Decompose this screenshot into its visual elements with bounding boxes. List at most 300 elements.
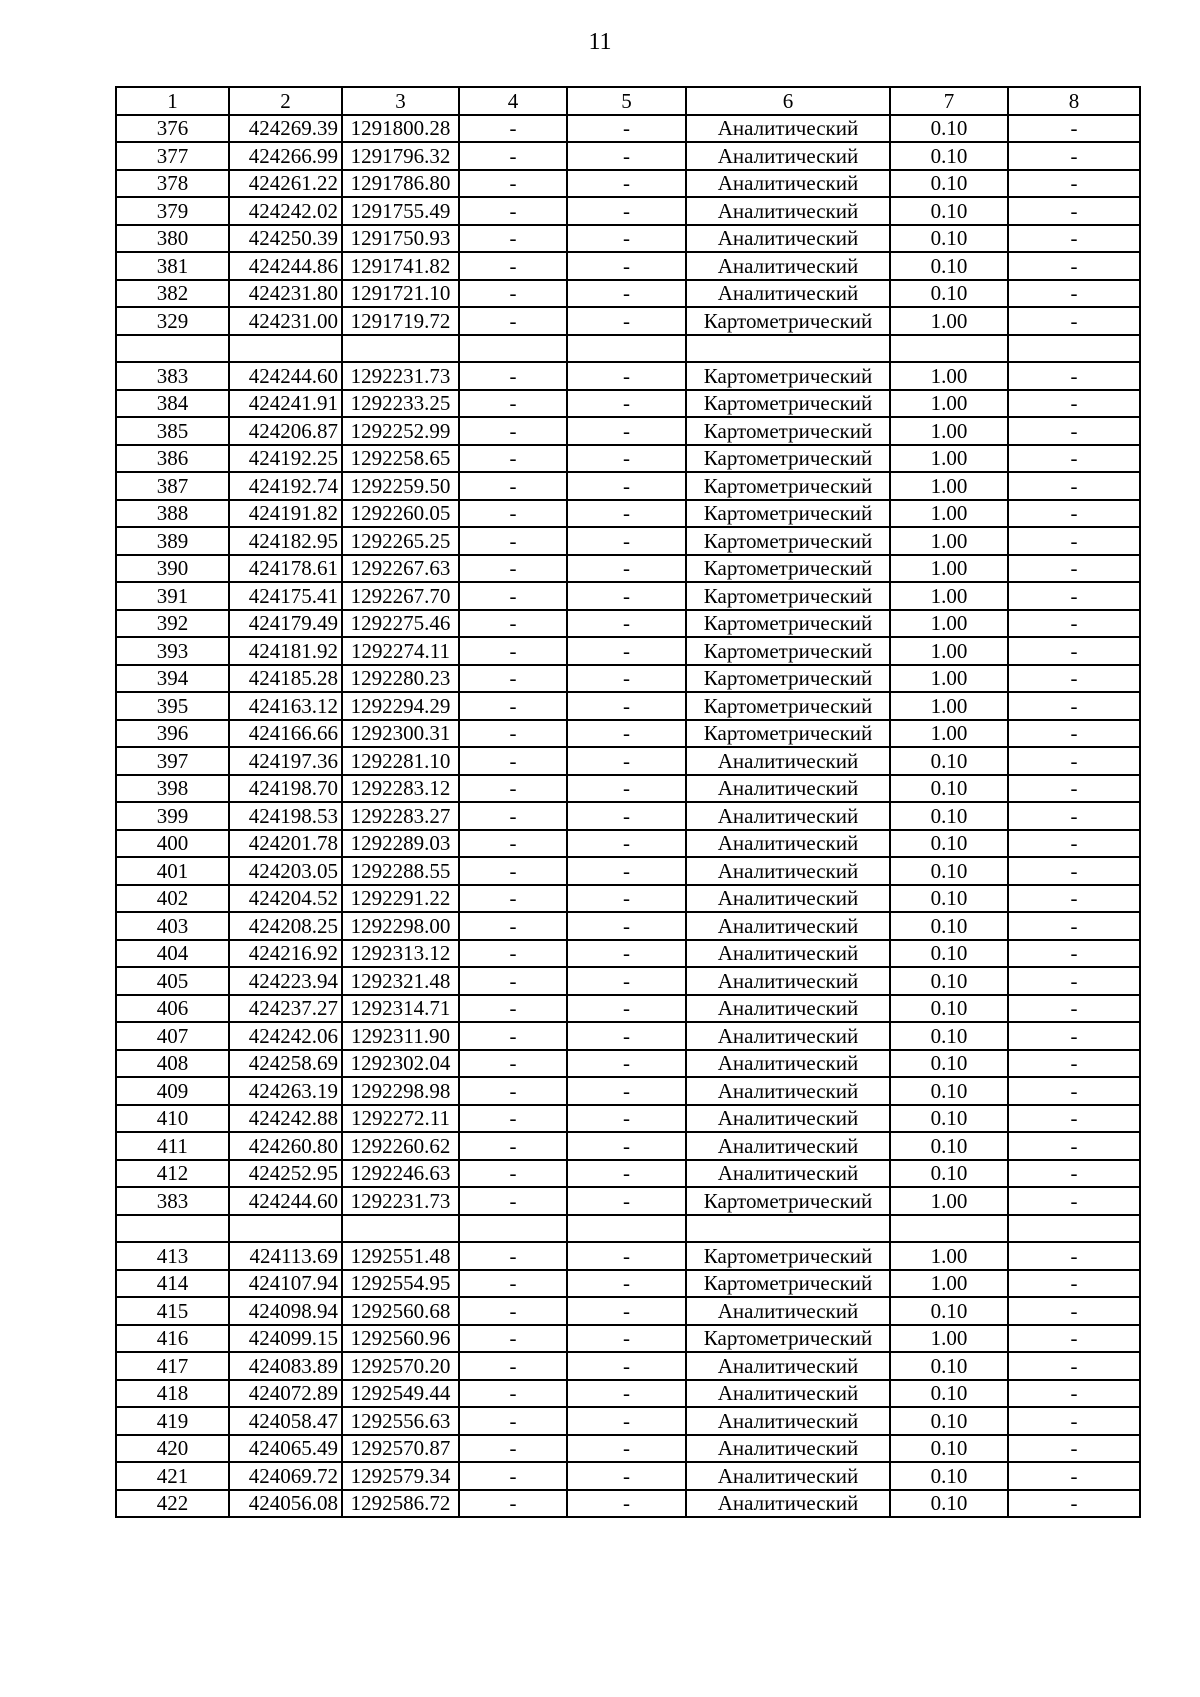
cell-col-5: -	[567, 1407, 686, 1435]
cell-point-number: 387	[116, 472, 229, 500]
cell-x-coordinate: 424083.89	[229, 1352, 342, 1380]
cell-accuracy: 1.00	[890, 1270, 1008, 1298]
cell-x-coordinate: 424216.92	[229, 940, 342, 968]
cell-point-number: 417	[116, 1352, 229, 1380]
cell-col-4: -	[459, 1462, 567, 1490]
cell-method: Картометрический	[686, 1325, 890, 1353]
cell-col-8: -	[1008, 1050, 1140, 1078]
cell-col-8: -	[1008, 1270, 1140, 1298]
cell-y-coordinate: 1292300.31	[342, 720, 459, 748]
cell-y-coordinate: 1292556.63	[342, 1407, 459, 1435]
cell-x-coordinate: 424231.00	[229, 307, 342, 335]
cell-accuracy: 0.10	[890, 802, 1008, 830]
cell-col-4: -	[459, 1242, 567, 1270]
cell-y-coordinate: 1291741.82	[342, 252, 459, 280]
cell-y-coordinate	[342, 1215, 459, 1243]
cell-x-coordinate: 424258.69	[229, 1050, 342, 1078]
cell-x-coordinate: 424065.49	[229, 1435, 342, 1463]
cell-point-number: 405	[116, 967, 229, 995]
cell-point-number: 411	[116, 1132, 229, 1160]
cell-accuracy: 0.10	[890, 1132, 1008, 1160]
cell-accuracy: 1.00	[890, 307, 1008, 335]
table-row	[116, 1462, 1140, 1490]
cell-x-coordinate: 424072.89	[229, 1380, 342, 1408]
cell-col-5: -	[567, 665, 686, 693]
table-row	[116, 995, 1140, 1023]
cell-point-number: 398	[116, 775, 229, 803]
cell-col-5: -	[567, 197, 686, 225]
cell-col-5: -	[567, 747, 686, 775]
header-cell-8: 8	[1008, 87, 1140, 115]
cell-y-coordinate: 1292288.55	[342, 857, 459, 885]
cell-col-4: -	[459, 912, 567, 940]
cell-y-coordinate: 1292231.73	[342, 1187, 459, 1215]
cell-point-number: 410	[116, 1105, 229, 1133]
table-row	[116, 307, 1140, 335]
cell-col-4: -	[459, 995, 567, 1023]
table-row	[116, 610, 1140, 638]
cell-x-coordinate: 424181.92	[229, 637, 342, 665]
cell-col-5: -	[567, 1050, 686, 1078]
cell-accuracy: 1.00	[890, 500, 1008, 528]
cell-col-8: -	[1008, 830, 1140, 858]
cell-accuracy: 0.10	[890, 1490, 1008, 1518]
cell-point-number: 419	[116, 1407, 229, 1435]
cell-col-5: -	[567, 1352, 686, 1380]
cell-col-4	[459, 335, 567, 363]
cell-col-4: -	[459, 637, 567, 665]
cell-point-number: 408	[116, 1050, 229, 1078]
cell-col-5: -	[567, 417, 686, 445]
cell-col-8: -	[1008, 1242, 1140, 1270]
cell-point-number: 400	[116, 830, 229, 858]
cell-y-coordinate: 1292275.46	[342, 610, 459, 638]
cell-x-coordinate	[229, 1215, 342, 1243]
cell-accuracy: 1.00	[890, 665, 1008, 693]
cell-col-8: -	[1008, 362, 1140, 390]
cell-x-coordinate: 424269.39	[229, 115, 342, 143]
table-row	[116, 1380, 1140, 1408]
cell-method: Аналитический	[686, 115, 890, 143]
table-row	[116, 1050, 1140, 1078]
cell-col-4: -	[459, 582, 567, 610]
cell-point-number: 329	[116, 307, 229, 335]
cell-col-8: -	[1008, 417, 1140, 445]
cell-x-coordinate: 424178.61	[229, 555, 342, 583]
cell-col-4: -	[459, 197, 567, 225]
cell-accuracy: 0.10	[890, 995, 1008, 1023]
cell-x-coordinate: 424179.49	[229, 610, 342, 638]
header-cell-3: 3	[342, 87, 459, 115]
cell-method: Аналитический	[686, 280, 890, 308]
cell-y-coordinate: 1292570.87	[342, 1435, 459, 1463]
cell-col-8: -	[1008, 692, 1140, 720]
cell-accuracy: 0.10	[890, 1105, 1008, 1133]
cell-col-4: -	[459, 885, 567, 913]
cell-col-5: -	[567, 390, 686, 418]
cell-accuracy: 0.10	[890, 197, 1008, 225]
cell-y-coordinate: 1292246.63	[342, 1160, 459, 1188]
cell-col-5: -	[567, 885, 686, 913]
cell-accuracy: 0.10	[890, 1050, 1008, 1078]
cell-col-8: -	[1008, 1325, 1140, 1353]
cell-x-coordinate: 424206.87	[229, 417, 342, 445]
cell-method: Картометрический	[686, 1242, 890, 1270]
table-row	[116, 1160, 1140, 1188]
cell-accuracy: 0.10	[890, 775, 1008, 803]
cell-method: Аналитический	[686, 1132, 890, 1160]
cell-col-8: -	[1008, 1490, 1140, 1518]
cell-method: Картометрический	[686, 362, 890, 390]
cell-y-coordinate: 1292313.12	[342, 940, 459, 968]
cell-col-8: -	[1008, 967, 1140, 995]
cell-point-number: 379	[116, 197, 229, 225]
cell-col-4: -	[459, 500, 567, 528]
cell-method: Картометрический	[686, 720, 890, 748]
cell-x-coordinate: 424192.74	[229, 472, 342, 500]
cell-col-5: -	[567, 1105, 686, 1133]
cell-col-4: -	[459, 280, 567, 308]
cell-method: Картометрический	[686, 307, 890, 335]
cell-col-5: -	[567, 637, 686, 665]
cell-col-5: -	[567, 527, 686, 555]
cell-col-5: -	[567, 1380, 686, 1408]
cell-col-8: -	[1008, 1407, 1140, 1435]
cell-y-coordinate: 1292289.03	[342, 830, 459, 858]
cell-col-8: -	[1008, 445, 1140, 473]
cell-col-5: -	[567, 1077, 686, 1105]
cell-accuracy: 1.00	[890, 472, 1008, 500]
cell-x-coordinate: 424203.05	[229, 857, 342, 885]
cell-method: Аналитический	[686, 912, 890, 940]
cell-y-coordinate: 1291796.32	[342, 142, 459, 170]
table-row	[116, 637, 1140, 665]
cell-col-5: -	[567, 995, 686, 1023]
cell-x-coordinate: 424261.22	[229, 170, 342, 198]
cell-col-5: -	[567, 1325, 686, 1353]
cell-x-coordinate: 424231.80	[229, 280, 342, 308]
cell-accuracy: 0.10	[890, 885, 1008, 913]
cell-point-number: 406	[116, 995, 229, 1023]
cell-col-5: -	[567, 1132, 686, 1160]
cell-y-coordinate: 1292267.63	[342, 555, 459, 583]
cell-point-number: 413	[116, 1242, 229, 1270]
table-row	[116, 390, 1140, 418]
cell-method: Аналитический	[686, 1462, 890, 1490]
table-row	[116, 170, 1140, 198]
cell-x-coordinate: 424260.80	[229, 1132, 342, 1160]
cell-col-5: -	[567, 362, 686, 390]
cell-col-4: -	[459, 225, 567, 253]
cell-col-8: -	[1008, 1077, 1140, 1105]
header-cell-5: 5	[567, 87, 686, 115]
table-row	[116, 885, 1140, 913]
cell-col-4: -	[459, 142, 567, 170]
cell-accuracy: 0.10	[890, 1352, 1008, 1380]
cell-accuracy: 0.10	[890, 1435, 1008, 1463]
cell-col-4: -	[459, 747, 567, 775]
cell-col-5: -	[567, 940, 686, 968]
cell-col-8: -	[1008, 170, 1140, 198]
cell-accuracy: 0.10	[890, 170, 1008, 198]
cell-point-number: 422	[116, 1490, 229, 1518]
cell-y-coordinate: 1292314.71	[342, 995, 459, 1023]
cell-col-8: -	[1008, 115, 1140, 143]
cell-col-8: -	[1008, 1022, 1140, 1050]
cell-x-coordinate: 424204.52	[229, 885, 342, 913]
cell-x-coordinate: 424191.82	[229, 500, 342, 528]
cell-col-8: -	[1008, 885, 1140, 913]
cell-col-4: -	[459, 1435, 567, 1463]
cell-method: Картометрический	[686, 445, 890, 473]
cell-y-coordinate: 1292551.48	[342, 1242, 459, 1270]
cell-col-4: -	[459, 252, 567, 280]
cell-method: Аналитический	[686, 747, 890, 775]
cell-col-8: -	[1008, 775, 1140, 803]
cell-x-coordinate: 424175.41	[229, 582, 342, 610]
cell-y-coordinate: 1292259.50	[342, 472, 459, 500]
cell-col-8: -	[1008, 555, 1140, 583]
cell-col-5: -	[567, 1160, 686, 1188]
table-row	[116, 1325, 1140, 1353]
cell-x-coordinate: 424185.28	[229, 665, 342, 693]
cell-accuracy: 0.10	[890, 830, 1008, 858]
cell-col-4: -	[459, 775, 567, 803]
cell-col-5: -	[567, 610, 686, 638]
table-row-spacer	[116, 335, 1140, 363]
cell-col-4: -	[459, 610, 567, 638]
cell-col-8: -	[1008, 857, 1140, 885]
cell-x-coordinate: 424242.02	[229, 197, 342, 225]
cell-y-coordinate: 1292549.44	[342, 1380, 459, 1408]
cell-col-8: -	[1008, 1132, 1140, 1160]
cell-col-5: -	[567, 692, 686, 720]
cell-accuracy: 0.10	[890, 747, 1008, 775]
table-row	[116, 1435, 1140, 1463]
cell-y-coordinate: 1292570.20	[342, 1352, 459, 1380]
cell-col-5: -	[567, 720, 686, 748]
cell-col-5: -	[567, 225, 686, 253]
cell-method: Аналитический	[686, 225, 890, 253]
cell-method: Аналитический	[686, 940, 890, 968]
cell-method: Аналитический	[686, 1435, 890, 1463]
cell-col-4: -	[459, 692, 567, 720]
cell-method: Картометрический	[686, 692, 890, 720]
cell-y-coordinate: 1292291.22	[342, 885, 459, 913]
cell-method: Аналитический	[686, 1490, 890, 1518]
cell-x-coordinate: 424237.27	[229, 995, 342, 1023]
cell-accuracy: 0.10	[890, 1297, 1008, 1325]
cell-point-number: 396	[116, 720, 229, 748]
header-cell-6: 6	[686, 87, 890, 115]
table-row	[116, 225, 1140, 253]
cell-point-number: 409	[116, 1077, 229, 1105]
cell-col-4: -	[459, 555, 567, 583]
cell-method: Аналитический	[686, 1022, 890, 1050]
cell-x-coordinate: 424244.60	[229, 362, 342, 390]
cell-method: Аналитический	[686, 857, 890, 885]
cell-x-coordinate: 424163.12	[229, 692, 342, 720]
cell-col-4: -	[459, 857, 567, 885]
cell-col-8: -	[1008, 802, 1140, 830]
cell-method: Картометрический	[686, 417, 890, 445]
cell-col-5: -	[567, 1270, 686, 1298]
cell-col-4: -	[459, 390, 567, 418]
cell-col-5: -	[567, 1187, 686, 1215]
cell-point-number	[116, 1215, 229, 1243]
cell-x-coordinate: 424244.60	[229, 1187, 342, 1215]
table-row	[116, 967, 1140, 995]
cell-col-4: -	[459, 1105, 567, 1133]
cell-y-coordinate	[342, 335, 459, 363]
cell-col-8: -	[1008, 280, 1140, 308]
cell-accuracy: 1.00	[890, 582, 1008, 610]
table-row	[116, 830, 1140, 858]
cell-method: Картометрический	[686, 582, 890, 610]
cell-y-coordinate: 1291721.10	[342, 280, 459, 308]
cell-col-4: -	[459, 445, 567, 473]
cell-point-number	[116, 335, 229, 363]
cell-x-coordinate	[229, 335, 342, 363]
cell-col-4: -	[459, 1352, 567, 1380]
cell-col-8: -	[1008, 995, 1140, 1023]
cell-col-8: -	[1008, 142, 1140, 170]
cell-accuracy: 1.00	[890, 1187, 1008, 1215]
cell-col-5	[567, 335, 686, 363]
cell-col-4: -	[459, 1380, 567, 1408]
cell-method: Аналитический	[686, 1077, 890, 1105]
cell-point-number: 384	[116, 390, 229, 418]
cell-accuracy: 1.00	[890, 692, 1008, 720]
cell-y-coordinate: 1292560.96	[342, 1325, 459, 1353]
cell-x-coordinate: 424113.69	[229, 1242, 342, 1270]
page-number: 11	[588, 29, 612, 55]
cell-col-8: -	[1008, 307, 1140, 335]
cell-method	[686, 1215, 890, 1243]
cell-accuracy: 1.00	[890, 362, 1008, 390]
cell-y-coordinate: 1292260.05	[342, 500, 459, 528]
cell-col-4: -	[459, 472, 567, 500]
cell-col-8: -	[1008, 665, 1140, 693]
table-row	[116, 665, 1140, 693]
cell-accuracy: 0.10	[890, 967, 1008, 995]
cell-point-number: 415	[116, 1297, 229, 1325]
cell-col-8: -	[1008, 225, 1140, 253]
cell-y-coordinate: 1291719.72	[342, 307, 459, 335]
cell-col-5: -	[567, 775, 686, 803]
cell-y-coordinate: 1292298.98	[342, 1077, 459, 1105]
cell-col-8: -	[1008, 637, 1140, 665]
cell-col-8: -	[1008, 720, 1140, 748]
cell-col-8: -	[1008, 940, 1140, 968]
cell-method: Картометрический	[686, 1270, 890, 1298]
cell-col-8: -	[1008, 610, 1140, 638]
cell-col-4: -	[459, 802, 567, 830]
cell-col-4: -	[459, 1297, 567, 1325]
cell-col-5: -	[567, 967, 686, 995]
cell-col-8: -	[1008, 1380, 1140, 1408]
table-row	[116, 1490, 1140, 1518]
header-cell-4: 4	[459, 87, 567, 115]
cell-col-4: -	[459, 1077, 567, 1105]
cell-col-5: -	[567, 582, 686, 610]
cell-x-coordinate: 424198.70	[229, 775, 342, 803]
cell-col-4: -	[459, 665, 567, 693]
cell-point-number: 392	[116, 610, 229, 638]
cell-point-number: 403	[116, 912, 229, 940]
table-row	[116, 142, 1140, 170]
cell-method: Картометрический	[686, 472, 890, 500]
cell-method: Картометрический	[686, 1187, 890, 1215]
cell-col-5: -	[567, 500, 686, 528]
table-row	[116, 692, 1140, 720]
cell-x-coordinate: 424263.19	[229, 1077, 342, 1105]
cell-method	[686, 335, 890, 363]
cell-method: Аналитический	[686, 1352, 890, 1380]
table-row	[116, 775, 1140, 803]
cell-col-5: -	[567, 142, 686, 170]
cell-point-number: 404	[116, 940, 229, 968]
cell-y-coordinate: 1292258.65	[342, 445, 459, 473]
cell-method: Картометрический	[686, 610, 890, 638]
cell-col-4: -	[459, 527, 567, 555]
cell-accuracy: 1.00	[890, 527, 1008, 555]
cell-point-number: 377	[116, 142, 229, 170]
table-row	[116, 500, 1140, 528]
cell-y-coordinate: 1291750.93	[342, 225, 459, 253]
cell-col-8	[1008, 335, 1140, 363]
cell-col-8: -	[1008, 527, 1140, 555]
cell-point-number: 390	[116, 555, 229, 583]
cell-accuracy: 1.00	[890, 1242, 1008, 1270]
cell-y-coordinate: 1291800.28	[342, 115, 459, 143]
table-row	[116, 582, 1140, 610]
cell-y-coordinate: 1292260.62	[342, 1132, 459, 1160]
table-row	[116, 912, 1140, 940]
cell-x-coordinate: 424223.94	[229, 967, 342, 995]
cell-method: Картометрический	[686, 500, 890, 528]
cell-x-coordinate: 424266.99	[229, 142, 342, 170]
cell-method: Аналитический	[686, 1407, 890, 1435]
table-row	[116, 1352, 1140, 1380]
cell-col-4: -	[459, 417, 567, 445]
cell-accuracy: 0.10	[890, 1462, 1008, 1490]
cell-col-4: -	[459, 1270, 567, 1298]
table-row	[116, 857, 1140, 885]
cell-col-8: -	[1008, 1160, 1140, 1188]
cell-method: Картометрический	[686, 637, 890, 665]
cell-col-4: -	[459, 720, 567, 748]
table-header-row	[116, 87, 1140, 115]
cell-point-number: 421	[116, 1462, 229, 1490]
cell-accuracy: 0.10	[890, 1160, 1008, 1188]
cell-col-4: -	[459, 1160, 567, 1188]
cell-x-coordinate: 424242.06	[229, 1022, 342, 1050]
coordinates-table	[115, 86, 1141, 1518]
cell-col-5: -	[567, 1435, 686, 1463]
cell-y-coordinate: 1292274.11	[342, 637, 459, 665]
cell-accuracy: 1.00	[890, 555, 1008, 583]
header-cell-1: 1	[116, 87, 229, 115]
cell-accuracy: 0.10	[890, 912, 1008, 940]
cell-col-5	[567, 1215, 686, 1243]
cell-accuracy: 1.00	[890, 445, 1008, 473]
cell-col-5: -	[567, 830, 686, 858]
cell-point-number: 394	[116, 665, 229, 693]
cell-point-number: 416	[116, 1325, 229, 1353]
cell-point-number: 395	[116, 692, 229, 720]
cell-x-coordinate: 424099.15	[229, 1325, 342, 1353]
